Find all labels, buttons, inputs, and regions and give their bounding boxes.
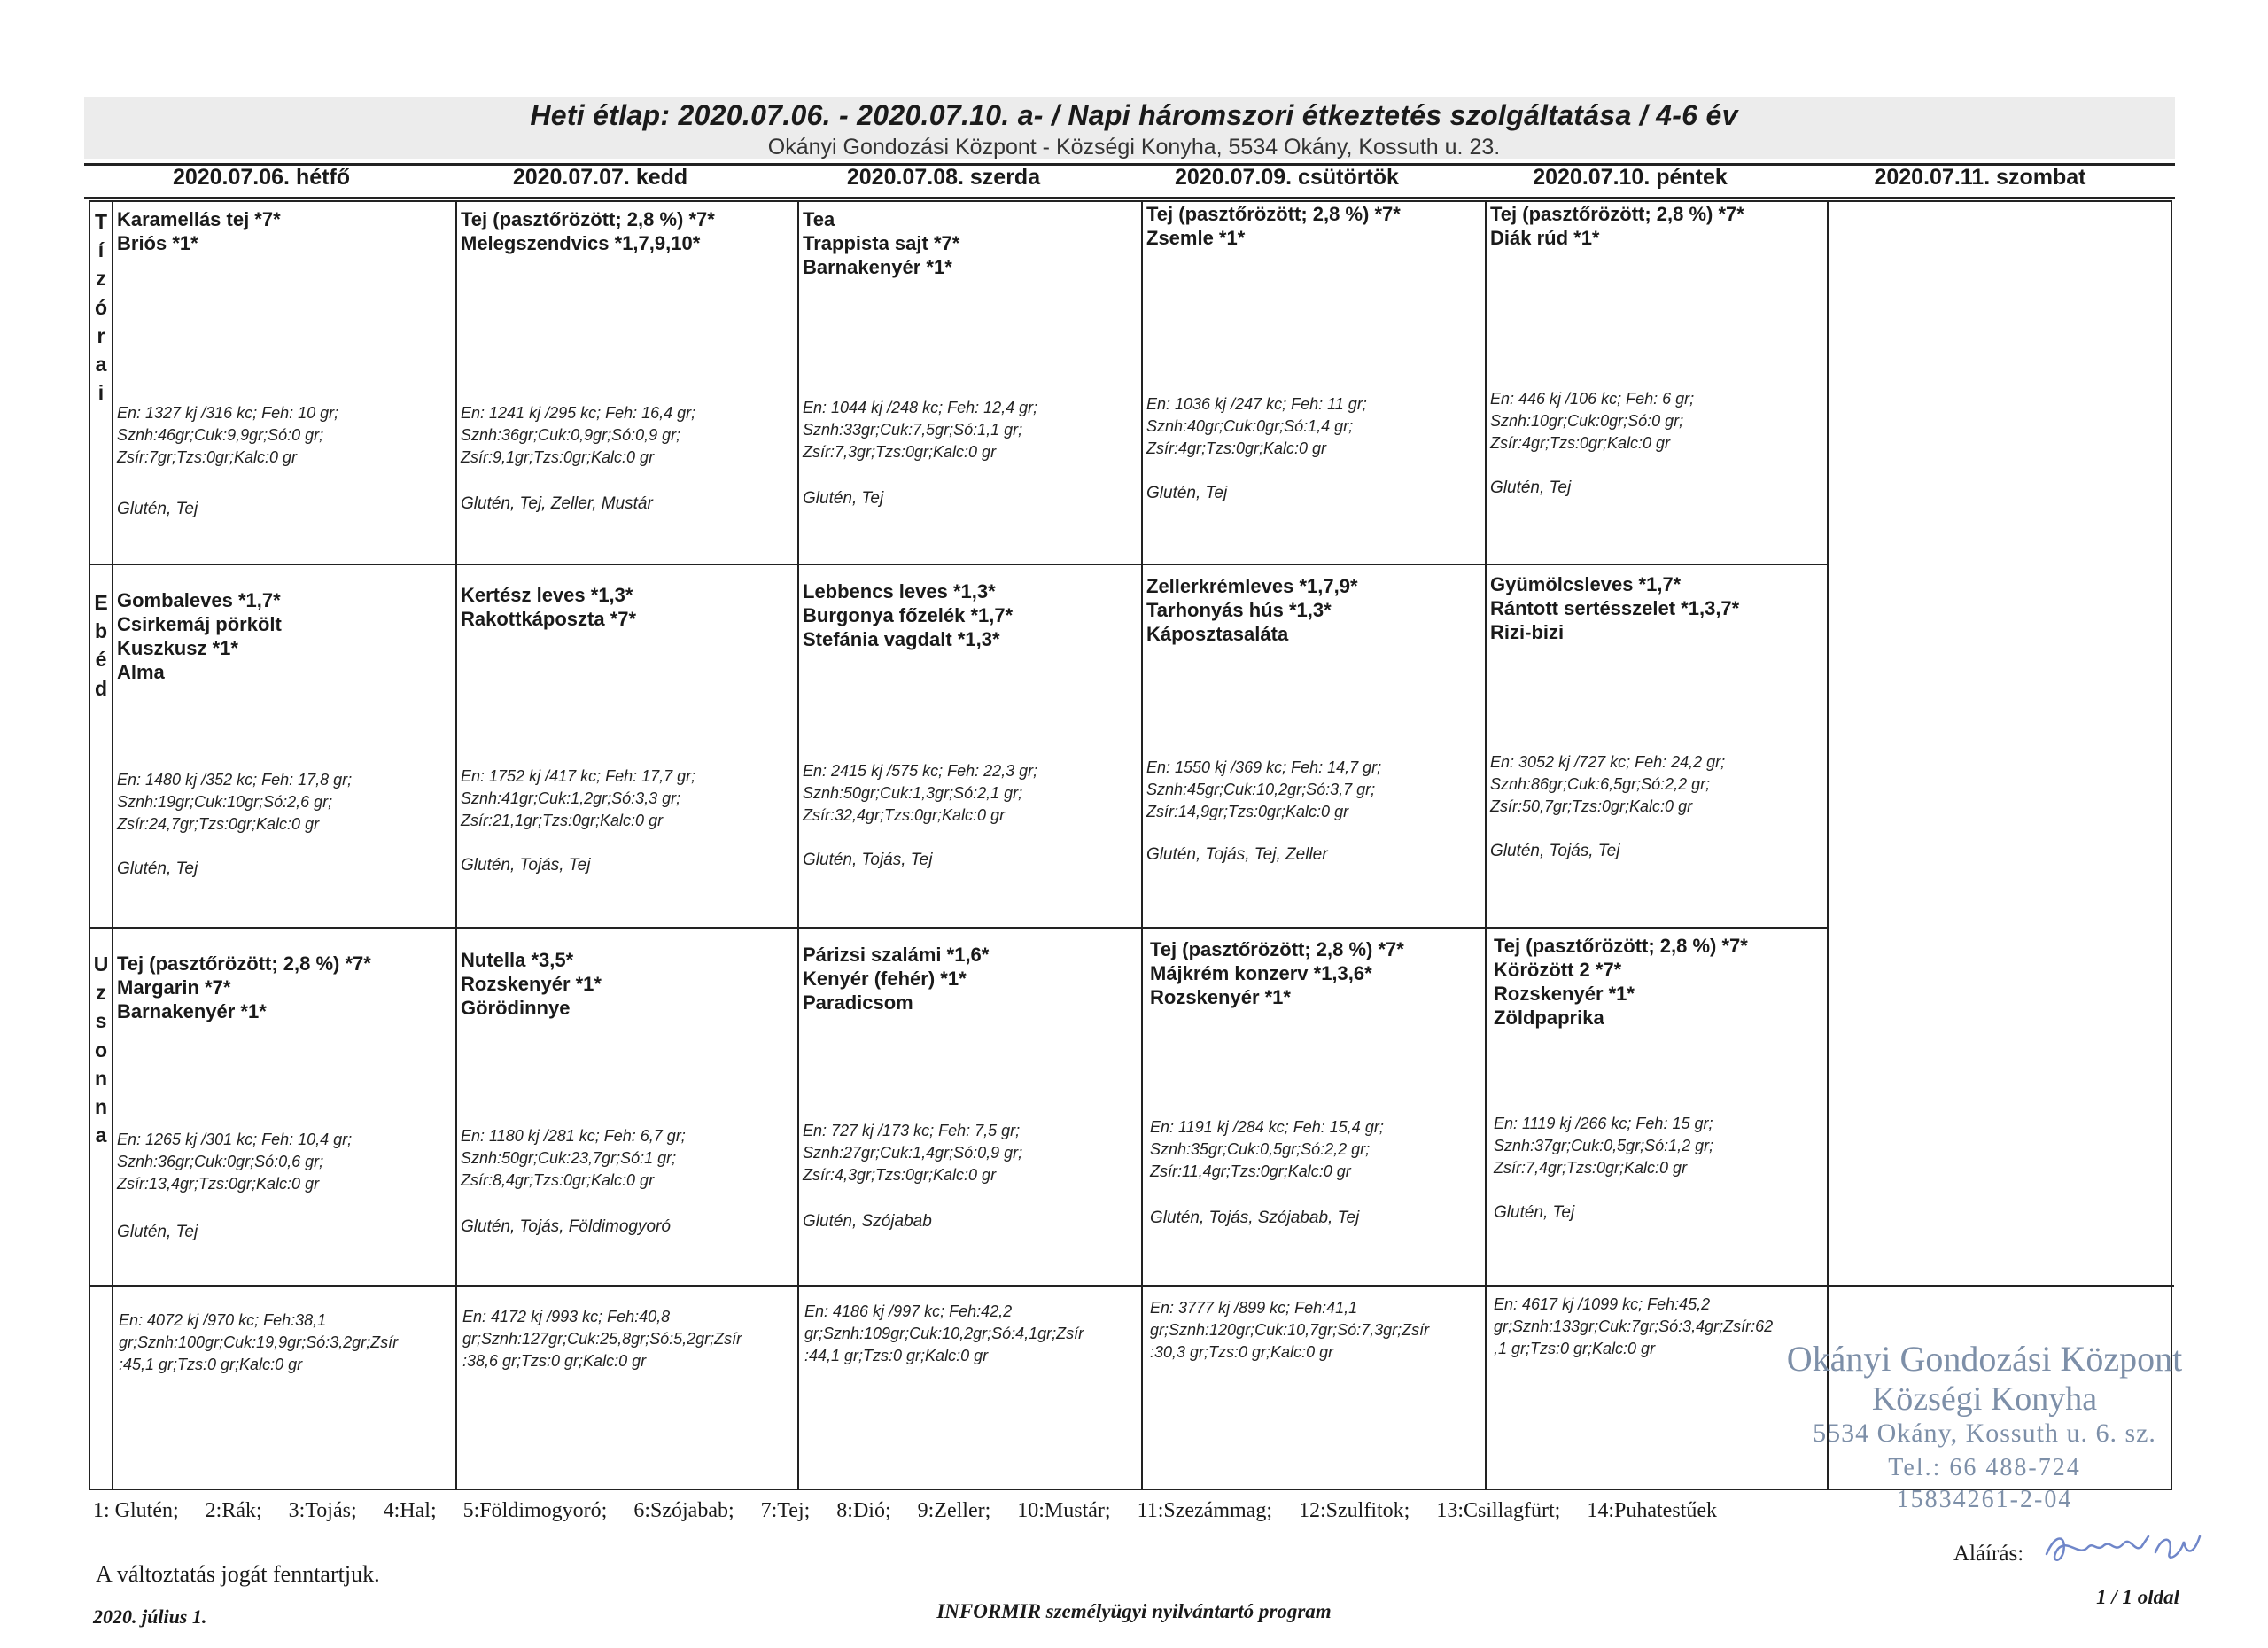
day-header-row (84, 165, 2175, 198)
meal-label-ebed: E b é d (94, 591, 108, 700)
grid-divider (90, 927, 1827, 929)
nutrition-info: En: 1180 kj /281 kc; Feh: 6,7 gr; Sznh:50gr;Cuk:23,7gr;Só:1 gr; Zsír:8,4gr;Tzs:0gr;Kalc:0 gr (461, 1127, 686, 1189)
nutrition-info: En: 1044 kj /248 kc; Feh: 12,4 gr; Sznh:33gr;Cuk:7,5gr;Só:1,1 gr; Zsír:7,3gr;Tzs:0gr;Kalc:0 gr (803, 399, 1038, 461)
food-item: Briós *1* (117, 232, 198, 254)
allergen-list: Glutén, Tej (117, 859, 198, 878)
food-item: Alma (117, 661, 165, 683)
legend-item: 10:Mustár; (1017, 1499, 1111, 1522)
allergen-list: Glutén, Tojás, Földimogyoró (461, 1217, 671, 1236)
food-item: Rakottkáposzta *7* (461, 608, 637, 630)
legend-item: 13:Csillagfürt; (1436, 1499, 1561, 1522)
food-item: Zöldpaprika (1494, 1007, 1604, 1029)
menu-cell-ebed-friday (1490, 572, 1739, 644)
legend-item: 14:Puhatestűek (1587, 1499, 1717, 1522)
food-item: Tej (pasztőrözött; 2,8 %) *7* (1494, 935, 1748, 957)
kitchen-address: Okányi Gondozási Központ - Községi Konyha, 5534 Okány, Kossuth u. 23. (767, 135, 1501, 159)
nutrition-info: En: 1550 kj /369 kc; Feh: 14,7 gr; Sznh:45gr;Cuk:10,2gr;Só:3,7 gr; Zsír:14,9gr;Tzs:0gr;Kalc:0 gr (1146, 758, 1382, 820)
food-item: Barnakenyér *1* (117, 1000, 267, 1022)
nutrition-info: En: 1036 kj /247 kc; Feh: 11 gr; Sznh:40gr;Cuk:0gr;Só:1,4 gr; Zsír:4gr;Tzs:0gr;Kalc:0 gr (1146, 395, 1367, 457)
allergen-list: Glutén, Tej, Zeller, Mustár (461, 494, 653, 513)
legend-item: 5:Földimogyoró; (462, 1499, 608, 1522)
day-header-saturday: 2020.07.11. szombat (1874, 165, 2086, 190)
food-item: Gyümölcsleves *1,7* (1490, 573, 1682, 595)
food-item: Trappista sajt *7* (803, 232, 960, 254)
food-item: Körözött 2 *7* (1494, 959, 1622, 981)
menu-cell-ebed-monday (117, 588, 282, 684)
grid-divider (112, 202, 113, 1489)
daily-total-monday: En: 4072 kj /970 kc; Feh:38,1 gr;Sznh:100gr;Cuk:19,9gr;Só:3,2gr;Zsír :45,1 gr;Tzs:0 gr;Kalc:0 gr (119, 1311, 399, 1373)
nutrition-info: En: 1191 kj /284 kc; Feh: 15,4 gr; Sznh:35gr;Cuk:0,5gr;Só:2,2 gr; Zsír:11,4gr;Tzs:0gr;Kalc:0 gr (1150, 1118, 1384, 1180)
grid-divider (1141, 202, 1143, 1489)
food-item: Kenyér (fehér) *1* (803, 968, 967, 990)
day-header-friday: 2020.07.10. péntek (1533, 165, 1728, 190)
meal-label-tizorai: T í z ó r a i (94, 210, 108, 405)
legend-item: 7:Tej; (760, 1499, 811, 1522)
signature-label: Aláírás: (1953, 1542, 2024, 1566)
food-item: Rizi-bizi (1490, 621, 1565, 643)
daily-total-thursday: En: 3777 kj /899 kc; Feh:41,1 gr;Sznh:120gr;Cuk:10,7gr;Só:7,3gr;Zsír :30,3 gr;Tzs:0 gr;Kalc:0 gr (1150, 1299, 1430, 1361)
allergen-list: Glutén, Tej (117, 500, 198, 518)
legend-item: 3:Tojás; (288, 1499, 357, 1522)
food-item: Karamellás tej *7* (117, 208, 281, 230)
food-item: Melegszendvics *1,7,9,10* (461, 232, 701, 254)
legend-item: 2:Rák; (205, 1499, 262, 1522)
meal-label-uzsonna: U z s o n n a (93, 952, 109, 1147)
legend-item: 9:Zeller; (917, 1499, 991, 1522)
nutrition-info: En: 1241 kj /295 kc; Feh: 16,4 gr; Sznh:36gr;Cuk:0,9gr;Só:0,9 gr; Zsír:9,1gr;Tzs:0gr;Kalc:0 gr (461, 404, 696, 466)
food-item: Diák rúd *1* (1490, 227, 1600, 249)
legend-item: 4:Hal; (383, 1499, 437, 1522)
daily-total-wednesday: En: 4186 kj /997 kc; Feh:42,2 gr;Sznh:109gr;Cuk:10,2gr;Só:4,1gr;Zsír :44,1 gr;Tzs:0 gr;Kalc:0 gr (804, 1302, 1084, 1364)
handwritten-signature (2042, 1526, 2210, 1570)
menu-cell-uzsonna-monday (117, 952, 371, 1023)
food-item: Kertész leves *1,3* (461, 584, 633, 606)
nutrition-info: En: 1327 kj /316 kc; Feh: 10 gr; Sznh:46gr;Cuk:9,9gr;Só:0 gr; Zsír:7gr;Tzs:0gr;Kalc:0 gr (117, 404, 339, 466)
day-header-thursday: 2020.07.09. csütörtök (1175, 165, 1399, 190)
allergen-list: Glutén, Tojás, Tej (1490, 842, 1620, 860)
menu-cell-uzsonna-wednesday (803, 943, 989, 1014)
menu-cell-uzsonna-thursday (1150, 937, 1404, 1009)
food-item: Rozskenyér *1* (461, 973, 602, 995)
legend-item: 1: Glutén; (93, 1499, 179, 1522)
allergen-legend (93, 1499, 1744, 1523)
legend-item: 11:Szezámmag; (1137, 1499, 1272, 1522)
food-item: Tej (pasztőrözött; 2,8 %) *7* (1490, 203, 1744, 225)
food-item: Tej (pasztőrözött; 2,8 %) *7* (117, 952, 371, 975)
grid-divider (1827, 202, 1829, 1489)
food-item: Zellerkrémleves *1,7,9* (1146, 575, 1358, 597)
grid-divider (1485, 202, 1487, 1489)
food-item: Csirkemáj pörkölt (117, 613, 282, 635)
food-item: Zsemle *1* (1146, 227, 1246, 249)
food-item: Görödinnye (461, 997, 571, 1019)
nutrition-info: En: 1265 kj /301 kc; Feh: 10,4 gr; Sznh:36gr;Cuk:0gr;Só:0,6 gr; Zsír:13,4gr;Tzs:0gr;Kalc:0 gr (117, 1131, 353, 1193)
menu-cell-ebed-tuesday (461, 583, 636, 631)
document-date: 2020. július 1. (93, 1605, 207, 1628)
daily-total-tuesday: En: 4172 kj /993 kc; Feh:40,8 gr;Sznh:127gr;Cuk:25,8gr;Só:5,2gr;Zsír :38,6 gr;Tzs:0 gr;Kalc:0 gr (462, 1308, 742, 1370)
menu-title: Heti étlap: 2020.07.06. - 2020.07.10. a- / Napi háromszori étkeztetés szolgáltatása / 4-6 év (530, 99, 1738, 131)
allergen-list: Glutén, Tojás, Tej (461, 856, 591, 875)
stamp-line: Községi Konyha (1871, 1380, 2098, 1418)
menu-cell-ebed-wednesday (803, 579, 1013, 651)
menu-cell-ebed-thursday (1146, 574, 1358, 646)
menu-cell-tizorai-monday (117, 207, 281, 255)
allergen-list: Glutén, Szójabab (803, 1212, 932, 1231)
nutrition-info: En: 727 kj /173 kc; Feh: 7,5 gr; Sznh:27gr;Cuk:1,4gr;Só:0,9 gr; Zsír:4,3gr;Tzs:0gr;Kalc:0 gr (803, 1122, 1023, 1184)
menu-cell-tizorai-friday (1490, 202, 1744, 250)
legend-item: 12:Szulfitok; (1298, 1499, 1410, 1522)
menu-grid (89, 200, 2172, 1490)
header-rule-bottom (84, 197, 2175, 199)
allergen-list: Glutén, Tej (1146, 484, 1228, 502)
day-header-tuesday: 2020.07.07. kedd (512, 165, 688, 190)
food-item: Burgonya főzelék *1,7* (803, 604, 1014, 626)
food-item: Káposztasaláta (1146, 623, 1289, 645)
allergen-list: Glutén, Tej (803, 489, 884, 508)
food-item: Lebbencs leves *1,3* (803, 580, 996, 602)
legend-item: 8:Dió; (836, 1499, 891, 1522)
food-item: Nutella *3,5* (461, 949, 574, 971)
food-item: Tea (803, 208, 835, 230)
allergen-list: Glutén, Tej (1490, 478, 1572, 497)
menu-cell-tizorai-wednesday (803, 207, 959, 279)
allergen-list: Glutén, Tej (117, 1223, 198, 1241)
allergen-list: Glutén, Tej (1494, 1203, 1575, 1222)
food-item: Tej (pasztőrözött; 2,8 %) *7* (1146, 203, 1401, 225)
institution-stamp (1763, 1338, 2206, 1514)
nutrition-info: En: 3052 kj /727 kc; Feh: 24,2 gr; Sznh:86gr;Cuk:6,5gr;Só:2,2 gr; Zsír:50,7gr;Tzs:0gr;Kalc:0 gr (1490, 753, 1726, 815)
nutrition-info: En: 1752 kj /417 kc; Feh: 17,7 gr; Sznh:41gr;Cuk:1,2gr;Só:3,3 gr; Zsír:21,1gr;Tzs:0gr;Kalc:0 gr (461, 767, 696, 829)
stamp-line: 15834261-2-04 (1896, 1486, 2073, 1513)
grid-divider (455, 202, 457, 1489)
day-header-monday: 2020.07.06. hétfő (172, 165, 351, 190)
food-item: Tej (pasztőrözött; 2,8 %) *7* (461, 208, 715, 230)
food-item: Margarin *7* (117, 976, 231, 999)
food-item: Paradicsom (803, 991, 913, 1014)
food-item: Kuszkusz *1* (117, 637, 238, 659)
food-item: Májkrém konzerv *1,3,6* (1150, 962, 1372, 984)
food-item: Rozskenyér *1* (1494, 983, 1635, 1005)
nutrition-info: En: 1480 kj /352 kc; Feh: 17,8 gr; Sznh:19gr;Cuk:10gr;Só:2,6 gr; Zsír:24,7gr;Tzs:0gr;Kalc:0 gr (117, 771, 353, 833)
nutrition-info: En: 1119 kj /266 kc; Feh: 15 gr; Sznh:37gr;Cuk:0,5gr;Só:1,2 gr; Zsír:7,4gr;Tzs:0gr;Kalc:0 gr (1494, 1115, 1714, 1177)
stamp-line: Tel.: 66 488-724 (1888, 1454, 2081, 1481)
menu-cell-tizorai-tuesday (461, 207, 715, 255)
allergen-list: Glutén, Tojás, Tej, Zeller (1146, 845, 1328, 864)
food-item: Rozskenyér *1* (1150, 986, 1291, 1008)
legend-item: 6:Szójabab; (633, 1499, 734, 1522)
allergen-list: Glutén, Tojás, Tej (803, 851, 933, 869)
stamp-line: 5534 Okány, Kossuth u. 6. sz. (1813, 1419, 2156, 1448)
grid-divider (90, 1285, 2174, 1287)
daily-total-friday: En: 4617 kj /1099 kc; Feh:45,2 gr;Sznh:133gr;Cuk:7gr;Só:3,4gr;Zsír:62 ,1 gr;Tzs:0 gr;Kalc:0 gr (1494, 1295, 1774, 1357)
allergen-list: Glutén, Tojás, Szójabab, Tej (1150, 1209, 1360, 1227)
day-header-wednesday: 2020.07.08. szerda (846, 165, 1041, 190)
menu-cell-uzsonna-tuesday (461, 948, 602, 1020)
grid-divider (90, 564, 1827, 565)
food-item: Tarhonyás hús *1,3* (1146, 599, 1332, 621)
stamp-line: Okányi Gondozási Központ (1786, 1339, 2183, 1379)
program-name: INFORMIR személyügyi nyilvántartó program (936, 1600, 1332, 1622)
grid-divider (797, 202, 799, 1489)
food-item: Gombaleves *1,7* (117, 589, 281, 611)
food-item: Barnakenyér *1* (803, 256, 952, 278)
food-item: Tej (pasztőrözött; 2,8 %) *7* (1150, 938, 1404, 960)
food-item: Rántott sertésszelet *1,3,7* (1490, 597, 1740, 619)
page-number: 1 / 1 oldal (2096, 1586, 2179, 1608)
change-notice: A változtatás jogát fenntartjuk. (96, 1561, 380, 1587)
menu-cell-tizorai-thursday (1146, 202, 1401, 250)
nutrition-info: En: 446 kj /106 kc; Feh: 6 gr; Sznh:10gr;Cuk:0gr;Só:0 gr; Zsír:4gr;Tzs:0gr;Kalc:0 gr (1490, 390, 1695, 452)
menu-cell-uzsonna-friday (1494, 934, 1748, 1030)
food-item: Párizsi szalámi *1,6* (803, 944, 990, 966)
nutrition-info: En: 2415 kj /575 kc; Feh: 22,3 gr; Sznh:50gr;Cuk:1,3gr;Só:2,1 gr; Zsír:32,4gr;Tzs:0gr;Kalc:0 gr (803, 762, 1038, 824)
food-item: Stefánia vagdalt *1,3* (803, 628, 1000, 650)
